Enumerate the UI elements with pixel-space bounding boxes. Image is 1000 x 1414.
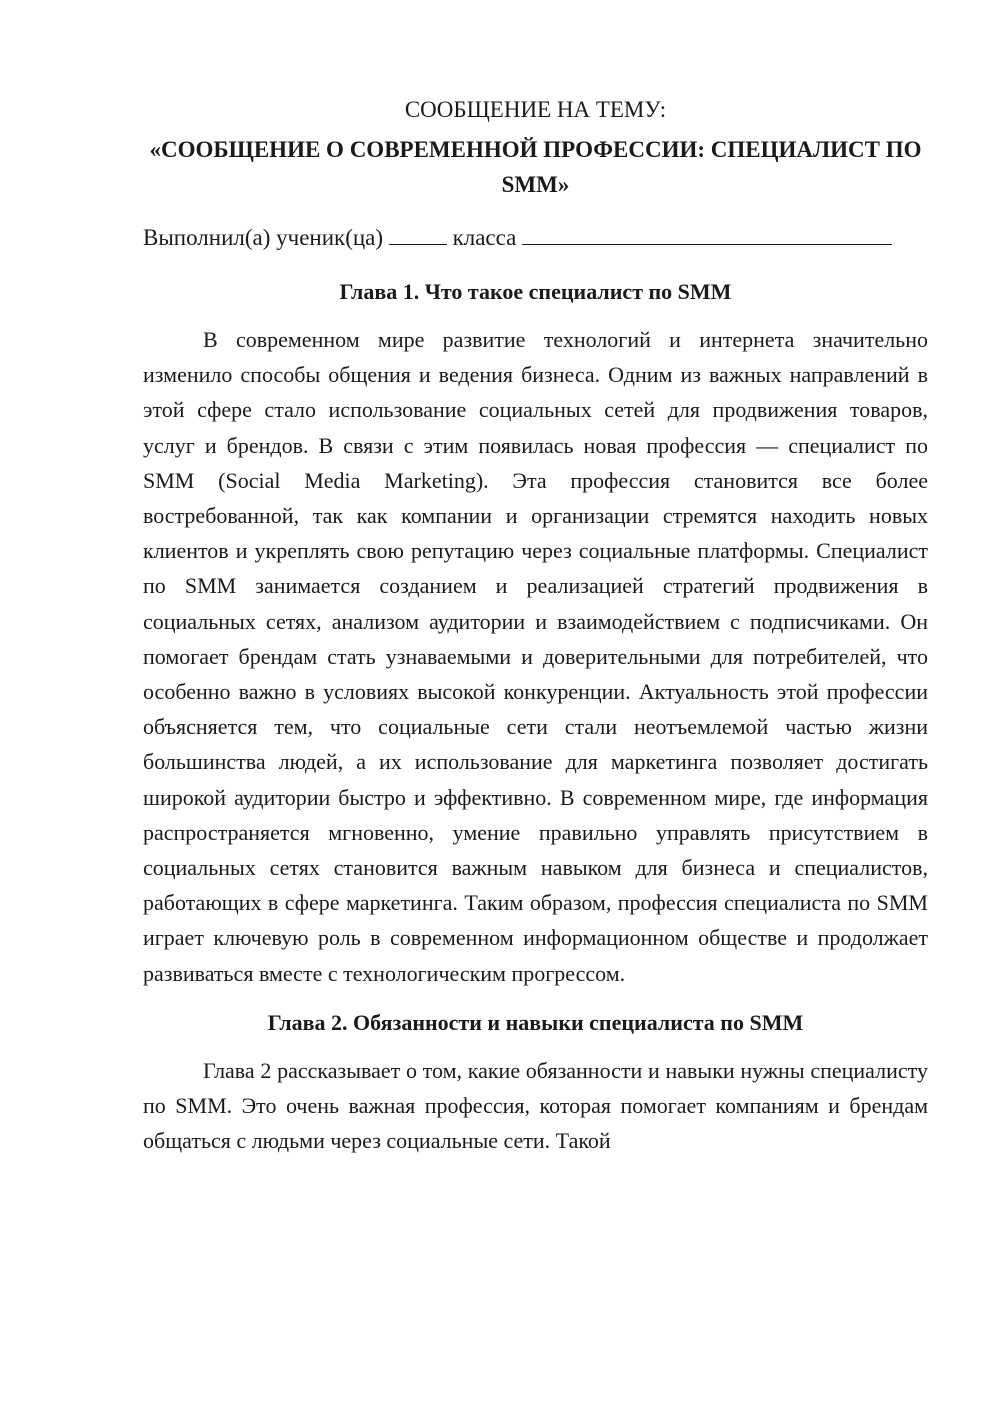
document-page bbox=[143, 92, 928, 1158]
chapter-2-paragraph: Глава 2 рассказывает о том, какие обязанности и навыки нужны специалисту по SMM. Это очень важная профессия, которая помогает компаниям и брендам общаться с людьми через социальные сети. Такой bbox=[143, 1057, 928, 1154]
class-label: класса bbox=[452, 225, 517, 250]
performed-by-label: Выполнил(а) ученик(ца) bbox=[143, 225, 384, 250]
chapter-1-title: Глава 1. Что такое специалист по SMM bbox=[339, 279, 732, 304]
document-title: «СООБЩЕНИЕ О СОВРЕМЕННОЙ ПРОФЕССИИ: СПЕЦИАЛИСТ ПО SMM» bbox=[149, 137, 922, 197]
chapter-2-title: Глава 2. Обязанности и навыки специалиста по SMM bbox=[267, 1009, 804, 1035]
author-line bbox=[143, 220, 928, 255]
student-name-blank bbox=[522, 222, 892, 245]
class-number-blank bbox=[389, 222, 447, 245]
document-label: СООБЩЕНИЕ НА ТЕМУ: bbox=[404, 97, 667, 122]
chapter-1-paragraph: В современном мире развитие технологий и интернета значительно изменило способы общения и ведения бизнеса. Одним из важных направлений в этой сфере стало использование социальных сетей для продвижения товаров, услуг и брендов. В связи с этим появилась новая профессия — специалист по SMM (Social Media Marketing). Эта профессия становится все более востребованной, так как компании и организации стремятся находить новых клиентов и укреплять свою репутацию через социальные платформы. Специалист по SMM занимается созданием и реализацией стратегий продвижения в социальных сетях, анализом аудитории и взаимодействием с подписчиками. Он помогает брендам стать узнаваемыми и доверительными для потребителей, что особенно важно в условиях высокой конкуренции. Актуальность этой профессии объясняется тем, что социальные сети стали неотъемлемой частью жизни большинства людей, а их использование для маркетинга позволяет достигать широкой аудитории быстро и эффективно. В современном мире, где информация распространяется мгновенно, умение правильно управлять присутствием в социальных сетях становится важным навыком для бизнеса и специалистов, работающих в сфере маркетинга. Таким образом, профессия специалиста по SMM играет ключевую роль в современном информационном обществе и продолжает развиваться вместе с технологическим прогрессом. bbox=[143, 327, 928, 986]
